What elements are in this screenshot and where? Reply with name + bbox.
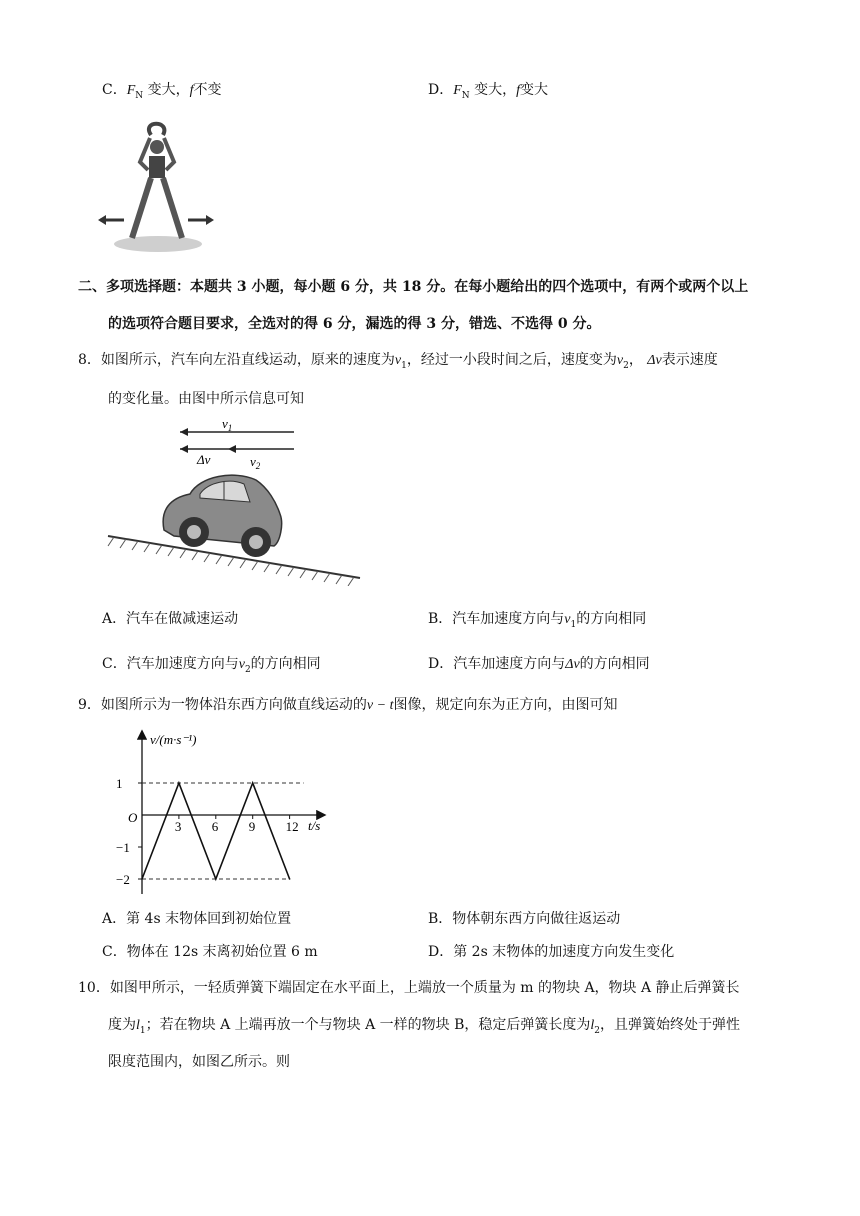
y-tick-label: 1 [116, 776, 123, 791]
y-axis-label: v/(m·s⁻¹) [150, 732, 197, 747]
x-tick-label: 3 [174, 819, 182, 834]
q8-option-a: A．汽车在做减速运动 [102, 611, 239, 627]
gymnast-figure [96, 120, 218, 254]
vt-data-point [178, 782, 180, 784]
dv-label: Δv [197, 452, 211, 467]
q8-option-d: D．汽车加速度方向与Δv的方向相同 [428, 656, 650, 672]
q7-option-c: C．$F_N$ 变大，f不变 [102, 82, 222, 101]
q8-stem-line2: 的变化量。由图中所示信息可知 [108, 391, 304, 407]
q10-stem-line3: 限度范围内，如图乙所示。则 [108, 1054, 290, 1070]
q8-stem-line1: 8．如图所示，汽车向左沿直线运动，原来的速度为$v_1$，经过一小段时间之后，速度变为$v_2$， Δv表示速度 [78, 352, 718, 371]
v1-label: $v_1$ [222, 418, 233, 433]
car-figure [104, 418, 364, 586]
section-2-heading: 二、多项选择题：本题共 3 小题，每小题 6 分，共 18 分。在每小题给出的四个选项中，有两个或两个以上 [78, 279, 749, 295]
q8-option-c: C．汽车加速度方向与$v_2$的方向相同 [102, 656, 321, 675]
origin-label: O [128, 810, 138, 825]
vt-data-point [289, 878, 291, 880]
v2-label: $v_2$ [250, 454, 261, 471]
q10-stem-line1: 10．如图甲所示，一轻质弹簧下端固定在水平面上，上端放一个质量为 m 的物块 A，物块 A 静止后弹簧长 [78, 980, 740, 996]
q8-option-b: B．汽车加速度方向与$v_1$的方向相同 [428, 611, 647, 630]
vt-data-point [252, 782, 254, 784]
q9-option-a: A．第 4s 末物体回到初始位置 [102, 911, 292, 927]
x-tick-label: 12 [285, 819, 299, 834]
x-tick-label: 6 [211, 819, 219, 834]
x-axis-label: t/s [308, 818, 321, 833]
vt-data-point [215, 878, 217, 880]
q7-option-d: D．$F_N$ 变大，f变大 [428, 82, 549, 101]
q10-stem-line2: 度为$l_1$；若在物块 A 上端再放一个与物块 A 一样的物块 B，稳定后弹簧长度为$l_2$，且弹簧始终处于弹性 [108, 1017, 741, 1036]
section-2-heading-cont: 的选项符合题目要求，全选对的得 6 分，漏选的得 3 分，错选、不选得 0 分。 [108, 316, 601, 332]
y-tick-label: −2 [116, 872, 130, 887]
y-tick-label: −1 [116, 840, 130, 855]
q9-option-d: D．第 2s 末物体的加速度方向发生变化 [428, 944, 675, 960]
q9-option-c: C．物体在 12s 末离初始位置 6 m [102, 944, 318, 960]
vt-chart [108, 726, 333, 896]
q9-stem: 9．如图所示为一物体沿东西方向做直线运动的v − t图像，规定向东为正方向，由图可知 [78, 697, 618, 713]
x-tick-label: 9 [248, 819, 256, 834]
q9-option-b: B．物体朝东西方向做往返运动 [428, 911, 621, 927]
